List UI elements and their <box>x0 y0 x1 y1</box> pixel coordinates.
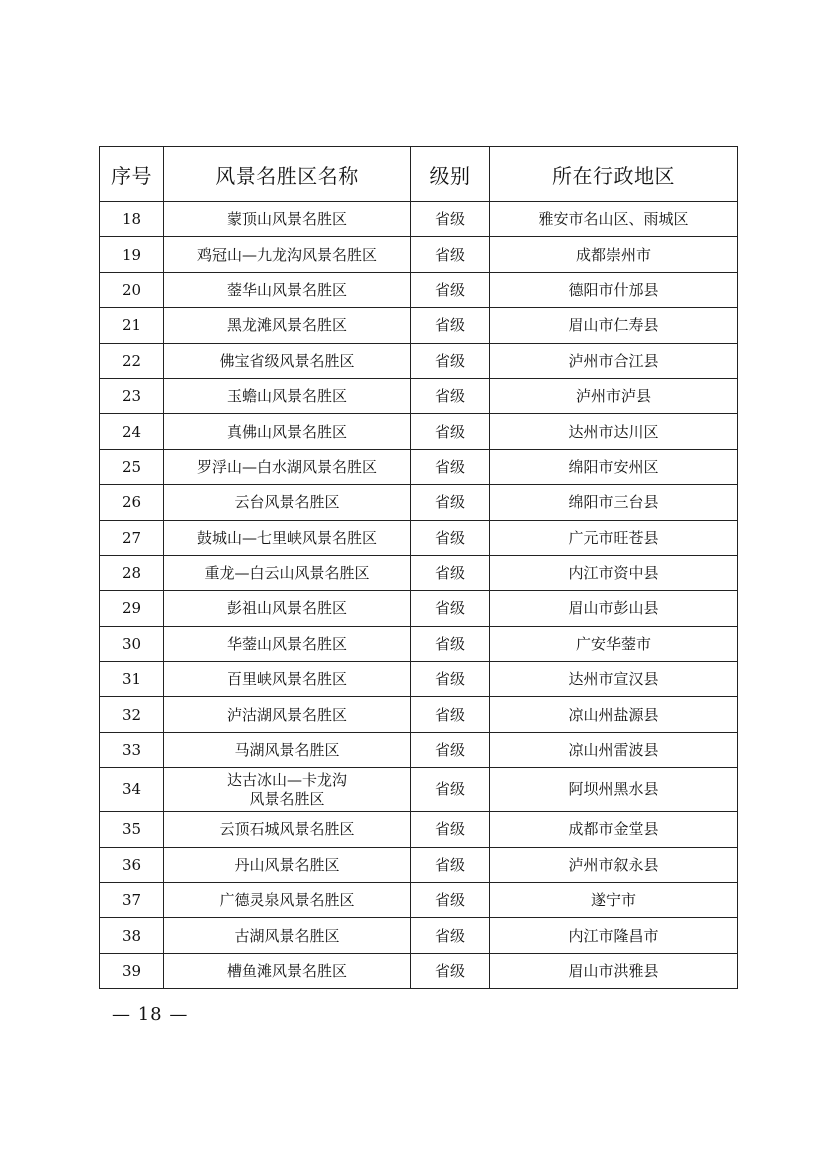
table-row <box>100 555 738 590</box>
cell-region: 阿坝州黑水县 <box>490 768 738 812</box>
cell-level: 省级 <box>411 555 490 590</box>
cell-index: 27 <box>100 520 164 555</box>
cell-index: 29 <box>100 591 164 626</box>
cell-level: 省级 <box>411 847 490 882</box>
cell-level: 省级 <box>411 449 490 484</box>
cell-region: 内江市资中县 <box>490 555 738 590</box>
cell-region: 凉山州雷波县 <box>490 732 738 767</box>
cell-index: 26 <box>100 485 164 520</box>
cell-region: 雅安市名山区、雨城区 <box>490 202 738 237</box>
table-row <box>100 918 738 953</box>
cell-level: 省级 <box>411 662 490 697</box>
table-row <box>100 449 738 484</box>
cell-level: 省级 <box>411 768 490 812</box>
cell-name-line: 风景名胜区 <box>249 789 325 808</box>
header-name: 风景名胜区名称 <box>164 147 411 202</box>
cell-region: 内江市隆昌市 <box>490 918 738 953</box>
cell-index: 24 <box>100 414 164 449</box>
cell-index: 32 <box>100 697 164 732</box>
header-level: 级别 <box>411 147 490 202</box>
cell-level: 省级 <box>411 485 490 520</box>
cell-region: 凉山州盐源县 <box>490 697 738 732</box>
table-row <box>100 626 738 661</box>
cell-level: 省级 <box>411 202 490 237</box>
cell-index: 31 <box>100 662 164 697</box>
cell-region: 达州市宣汉县 <box>490 662 738 697</box>
cell-name: 古湖风景名胜区 <box>164 918 411 953</box>
cell-index: 33 <box>100 732 164 767</box>
cell-level: 省级 <box>411 697 490 732</box>
cell-level: 省级 <box>411 953 490 988</box>
cell-name: 真佛山风景名胜区 <box>164 414 411 449</box>
cell-name: 玉蟾山风景名胜区 <box>164 378 411 413</box>
table-row <box>100 812 738 847</box>
page-number: — 18 — <box>112 1004 189 1025</box>
cell-name: 重龙—白云山风景名胜区 <box>164 555 411 590</box>
cell-name: 云台风景名胜区 <box>164 485 411 520</box>
header-index: 序号 <box>100 147 164 202</box>
cell-level: 省级 <box>411 272 490 307</box>
cell-region: 眉山市洪雅县 <box>490 953 738 988</box>
table-row <box>100 308 738 343</box>
cell-index: 20 <box>100 272 164 307</box>
cell-region: 眉山市仁寿县 <box>490 308 738 343</box>
table-header-row <box>100 147 738 202</box>
table-row <box>100 953 738 988</box>
cell-level: 省级 <box>411 308 490 343</box>
cell-level: 省级 <box>411 237 490 272</box>
cell-name: 马湖风景名胜区 <box>164 732 411 767</box>
table-row <box>100 662 738 697</box>
table-row <box>100 768 738 812</box>
cell-name: 蒙顶山风景名胜区 <box>164 202 411 237</box>
cell-region: 泸州市合江县 <box>490 343 738 378</box>
cell-index: 22 <box>100 343 164 378</box>
header-region: 所在行政地区 <box>490 147 738 202</box>
cell-index: 38 <box>100 918 164 953</box>
cell-region: 德阳市什邡县 <box>490 272 738 307</box>
cell-index: 30 <box>100 626 164 661</box>
table-row <box>100 520 738 555</box>
cell-name <box>164 768 411 812</box>
cell-name: 泸沽湖风景名胜区 <box>164 697 411 732</box>
cell-name: 广德灵泉风景名胜区 <box>164 883 411 918</box>
table-row <box>100 237 738 272</box>
table-row <box>100 485 738 520</box>
table-row <box>100 343 738 378</box>
cell-index: 25 <box>100 449 164 484</box>
cell-level: 省级 <box>411 812 490 847</box>
cell-index: 34 <box>100 768 164 812</box>
cell-level: 省级 <box>411 343 490 378</box>
cell-region: 广安华蓥市 <box>490 626 738 661</box>
cell-index: 19 <box>100 237 164 272</box>
cell-index: 18 <box>100 202 164 237</box>
table-row <box>100 414 738 449</box>
cell-level: 省级 <box>411 918 490 953</box>
cell-index: 36 <box>100 847 164 882</box>
cell-name: 佛宝省级风景名胜区 <box>164 343 411 378</box>
cell-name: 云顶石城风景名胜区 <box>164 812 411 847</box>
table-row <box>100 378 738 413</box>
cell-region: 眉山市彭山县 <box>490 591 738 626</box>
cell-level: 省级 <box>411 591 490 626</box>
cell-name: 槽鱼滩风景名胜区 <box>164 953 411 988</box>
cell-name-line: 达古冰山—卡龙沟 <box>226 770 347 789</box>
cell-level: 省级 <box>411 732 490 767</box>
cell-region: 成都市金堂县 <box>490 812 738 847</box>
scenic-area-table <box>99 146 738 989</box>
cell-region: 泸州市叙永县 <box>490 847 738 882</box>
cell-index: 35 <box>100 812 164 847</box>
table-row <box>100 847 738 882</box>
cell-index: 39 <box>100 953 164 988</box>
cell-level: 省级 <box>411 626 490 661</box>
cell-name: 百里峡风景名胜区 <box>164 662 411 697</box>
table-row <box>100 697 738 732</box>
cell-index: 23 <box>100 378 164 413</box>
cell-region: 绵阳市三台县 <box>490 485 738 520</box>
table-row <box>100 202 738 237</box>
cell-level: 省级 <box>411 378 490 413</box>
cell-index: 37 <box>100 883 164 918</box>
cell-level: 省级 <box>411 414 490 449</box>
cell-index: 28 <box>100 555 164 590</box>
cell-region: 泸州市泸县 <box>490 378 738 413</box>
table-row <box>100 272 738 307</box>
cell-index: 21 <box>100 308 164 343</box>
cell-name: 彭祖山风景名胜区 <box>164 591 411 626</box>
table-row <box>100 591 738 626</box>
cell-name: 丹山风景名胜区 <box>164 847 411 882</box>
cell-level: 省级 <box>411 520 490 555</box>
cell-region: 遂宁市 <box>490 883 738 918</box>
table-row <box>100 883 738 918</box>
cell-level: 省级 <box>411 883 490 918</box>
cell-region: 广元市旺苍县 <box>490 520 738 555</box>
cell-region: 成都崇州市 <box>490 237 738 272</box>
cell-name: 黑龙滩风景名胜区 <box>164 308 411 343</box>
cell-name: 鼓城山—七里峡风景名胜区 <box>164 520 411 555</box>
cell-region: 达州市达川区 <box>490 414 738 449</box>
cell-name: 蓥华山风景名胜区 <box>164 272 411 307</box>
cell-name: 鸡冠山—九龙沟风景名胜区 <box>164 237 411 272</box>
cell-name: 华蓥山风景名胜区 <box>164 626 411 661</box>
cell-name: 罗浮山—白水湖风景名胜区 <box>164 449 411 484</box>
cell-region: 绵阳市安州区 <box>490 449 738 484</box>
table-row <box>100 732 738 767</box>
